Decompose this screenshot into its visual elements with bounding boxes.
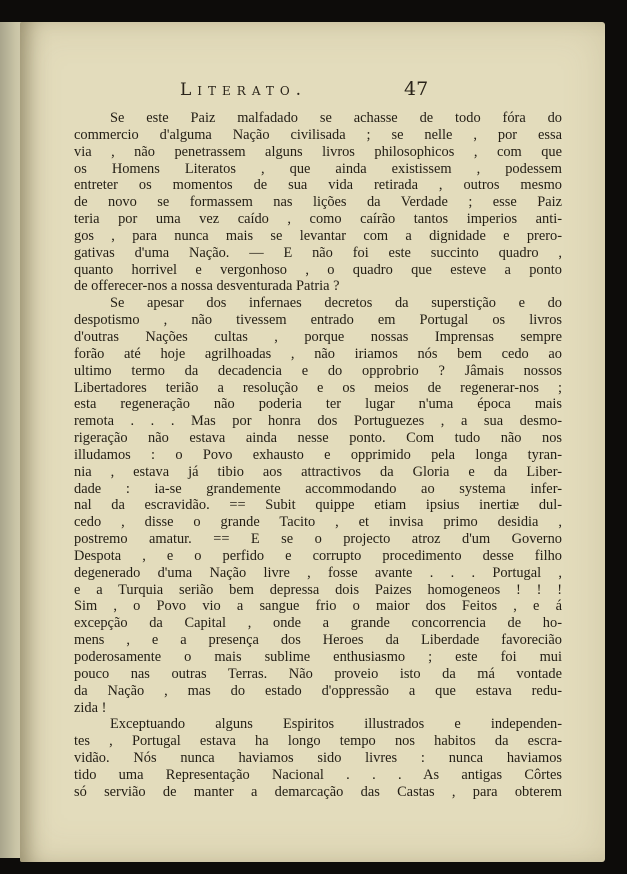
paragraph-1 bbox=[74, 110, 562, 295]
text-line: Se este Paiz malfadado se achasse de todo fóra do bbox=[110, 110, 562, 126]
text-line: nia , estava já tibio aos attractivos da Gloria e da Liber- bbox=[74, 463, 562, 480]
text-line: de novo se formassem nas lições da Verdade ; esse Paiz bbox=[74, 194, 562, 211]
text-line: pouco nas outras Terras. Não proveio isto da má vontade bbox=[74, 665, 562, 682]
paragraph-3 bbox=[74, 716, 562, 800]
text-line: Libertadores terião a resolução e os meios de regenerar-nos ; bbox=[74, 379, 562, 396]
page-body bbox=[74, 110, 562, 801]
text-line: zida ! bbox=[74, 699, 107, 716]
text-line: de offerecer-nos a nossa desventurada Patria ? bbox=[74, 278, 340, 295]
text-line: Despota , e o perfido e corrupto procedimento desse filho bbox=[74, 547, 562, 564]
text-line: quanto horrivel e vergonhoso , o quadro que esteve a ponto bbox=[74, 261, 562, 278]
text-line: cedo , disse o grande Tacito , et invisa primo desidia , bbox=[74, 514, 562, 531]
text-line: commercio d'alguma Nação civilisada ; se nelle , por essa bbox=[74, 126, 562, 143]
text-line: via , não penetrassem alguns livros philosophicos , com que bbox=[74, 143, 562, 160]
text-line: poderosamente o mais sublime enthusiasmo ; este foi mui bbox=[74, 649, 562, 665]
text-line: Sim , o Povo vio a sangue frio o maior dos Feitos , e á bbox=[74, 598, 562, 615]
page-header bbox=[20, 80, 605, 106]
text-line: os Homens Literatos , que ainda existissem , podessem bbox=[74, 160, 562, 177]
paragraph-2 bbox=[74, 295, 562, 716]
text-line: illudamos : o Povo exhausto e opprimido pela longa tyran- bbox=[74, 446, 562, 463]
text-line: d'outras Nações cultas , porque nossas Imprensas sempre bbox=[74, 328, 562, 345]
page-number: 47 bbox=[404, 78, 429, 100]
text-line: dade : ia-se grandemente accommodando ao systema infer- bbox=[74, 480, 562, 497]
text-line: rigeração não estava ainda nesse ponto. Com tudo não nos bbox=[74, 430, 562, 447]
text-line: tes , Portugal estava ha longo tempo nos habitos da escra- bbox=[74, 733, 562, 750]
text-line: vidão. Nós nunca haviamos sido livres : nunca haviamos bbox=[74, 750, 562, 767]
running-head: Literato. bbox=[180, 80, 308, 100]
text-line: da Nação , mas do estado d'oppressão a que estava redu- bbox=[74, 682, 562, 699]
text-line: esta regeneração não poderia ter lugar n'uma época mais bbox=[74, 396, 562, 413]
page-sheet bbox=[20, 22, 605, 862]
text-line: forão até hoje agrilhoadas , não iriamos nós bem cedo ao bbox=[74, 345, 562, 362]
text-line: entreter os momentos de sua vida retirada , outros mesmo bbox=[74, 177, 562, 194]
text-line: mens , e a presença dos Heroes da Liberdade favorecião bbox=[74, 632, 562, 649]
text-line: teria por uma vez caído , como caírão tantos imperios anti- bbox=[74, 211, 562, 228]
text-line: ultimo termo da decadencia e do opprobrio ? Jâmais nossos bbox=[74, 362, 562, 379]
text-line: gativas d'uma Nação. — E não foi este succinto quadro , bbox=[74, 244, 562, 261]
text-line: degenerado d'uma Nação livre , fosse avante . . . Portugal , bbox=[74, 564, 562, 581]
text-line: Se apesar dos infernaes decretos da superstição e do bbox=[110, 295, 562, 312]
text-line: despotismo , não tivessem entrado em Portugal os livros bbox=[74, 312, 562, 329]
text-line: gos , para nunca mais se levantar com a dignidade e prero- bbox=[74, 227, 562, 244]
text-line: excepção da Capital , onde a grande concorrencia de ho- bbox=[74, 615, 562, 632]
text-line: nal da escravidão. == Subit quippe etiam ipsius inertiæ dul- bbox=[74, 497, 562, 514]
text-line: só servião de manter a demarcação das Castas , para obterem bbox=[74, 783, 562, 800]
text-line: postremo amatur. == E se o projecto atroz d'um Governo bbox=[74, 531, 562, 548]
text-line: tido uma Representação Nacional . . . As antigas Côrtes bbox=[74, 766, 562, 783]
text-line: e a Turquia serião bem depressa dois Paizes homogeneos ! ! ! bbox=[74, 581, 562, 598]
text-line: remota . . . Mas por honra dos Portuguezes , a sua desmo- bbox=[74, 413, 562, 430]
text-line: Exceptuando alguns Espiritos illustrados e independen- bbox=[110, 716, 562, 733]
